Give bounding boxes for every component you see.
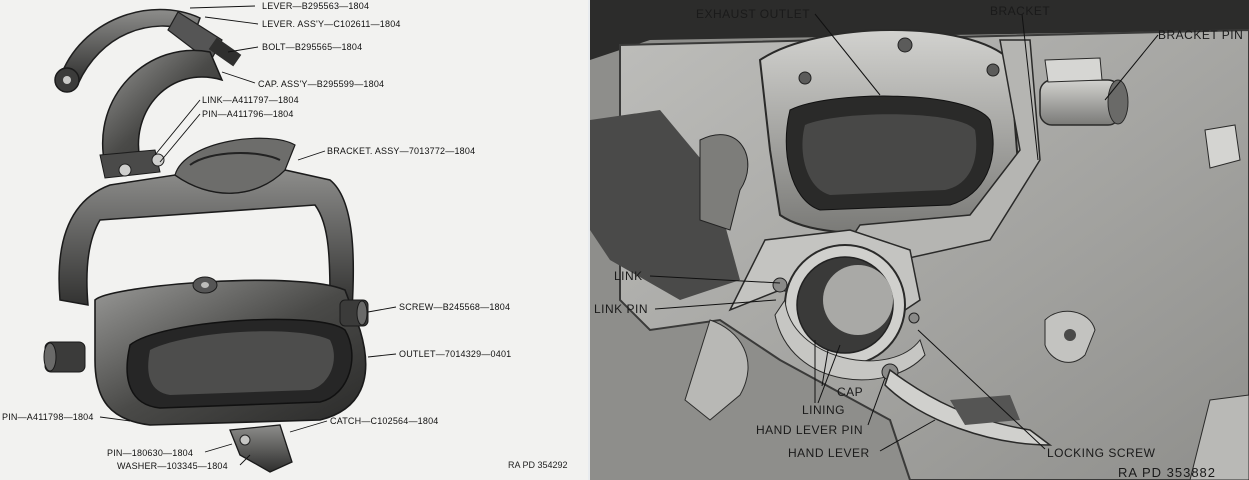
installed-assembly-photo bbox=[590, 0, 1249, 480]
label-hand-lever: HAND LEVER bbox=[788, 446, 870, 460]
label-lever-assembly: LEVER. ASS'Y—C102611—1804 bbox=[262, 19, 401, 29]
label-locking-screw: LOCKING SCREW bbox=[1047, 446, 1156, 460]
label-pin-link: PIN—A411796—1804 bbox=[202, 109, 294, 119]
label-bracket: BRACKET bbox=[990, 4, 1051, 18]
left-figure bbox=[0, 0, 590, 480]
label-lever: LEVER—B295563—1804 bbox=[262, 1, 370, 11]
label-cap-assembly: CAP. ASS'Y—B295599—1804 bbox=[258, 79, 385, 89]
label-screw: SCREW—B245568—1804 bbox=[399, 302, 511, 312]
label-bracket-assembly: BRACKET. ASSY—7013772—1804 bbox=[327, 146, 476, 156]
label-link: LINK bbox=[614, 269, 643, 283]
label-lining: LINING bbox=[802, 403, 846, 417]
label-outlet: OUTLET—7014329—0401 bbox=[399, 349, 512, 359]
label-link-pin: LINK PIN bbox=[594, 302, 649, 316]
label-link: LINK—A411797—1804 bbox=[202, 95, 299, 105]
figure-reference-right: RA PD 353882 bbox=[1118, 465, 1217, 480]
outlet-part bbox=[44, 277, 368, 425]
label-exhaust-outlet: EXHAUST OUTLET bbox=[696, 7, 811, 21]
label-hand-lever-pin: HAND LEVER PIN bbox=[756, 423, 864, 437]
figure-reference-left: RA PD 354292 bbox=[508, 460, 568, 470]
label-bolt: BOLT—B295565—1804 bbox=[262, 42, 363, 52]
label-cap: CAP bbox=[837, 385, 864, 399]
exploded-parts-illustration bbox=[0, 0, 590, 480]
label-washer: WASHER—103345—1804 bbox=[117, 461, 228, 471]
catch-part bbox=[230, 425, 292, 472]
label-bracket-pin: BRACKET PIN bbox=[1158, 28, 1244, 42]
label-pin-catch: PIN—180630—1804 bbox=[107, 448, 194, 458]
label-catch: CATCH—C102564—1804 bbox=[330, 416, 439, 426]
right-figure bbox=[590, 0, 1249, 480]
label-pin-outlet: PIN—A411798—1804 bbox=[2, 412, 94, 422]
